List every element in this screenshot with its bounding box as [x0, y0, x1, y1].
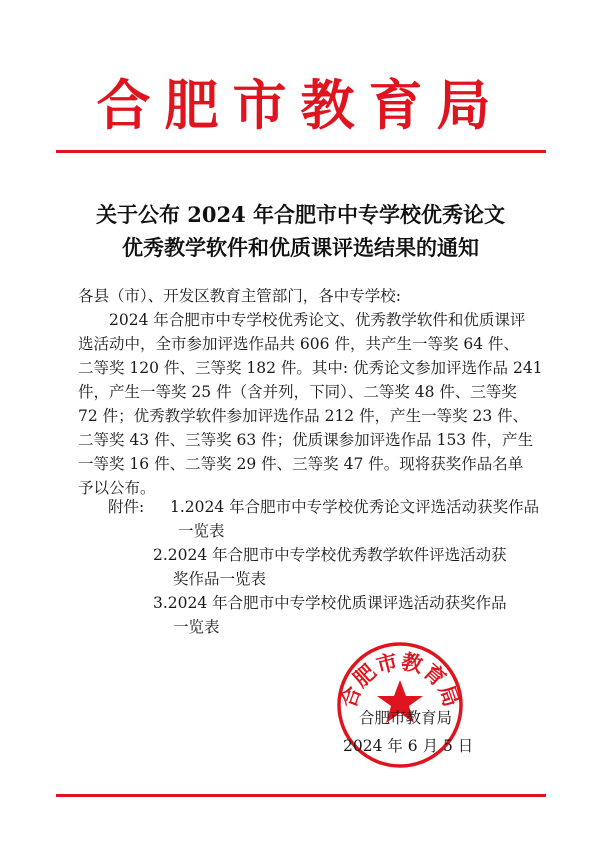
body-line: 件，产生一等奖 25 件（含并列，下同）、二等奖 48 件、三等奖	[78, 383, 517, 401]
attachment-item-3	[153, 591, 533, 639]
seal-text: 合肥市教育局	[336, 649, 464, 711]
footer-red-rule	[56, 794, 546, 797]
body-line: 一等奖 16 件、二等奖 29 件、三等奖 47 件。现将获奖作品名单	[78, 455, 524, 473]
body-line: 二等奖 43 件、三等奖 63 件；优质课参加评选作品 153 件，产生	[78, 431, 534, 449]
attachment-item-text: 一览表	[178, 522, 225, 540]
attachment-item-text: 1.2024 年合肥市中专学校优秀论文评选活动获奖作品	[170, 498, 540, 516]
signature-date: 2024 年 6 月 5 日	[343, 737, 474, 755]
issuing-authority-header: 合肥市教育局	[96, 73, 505, 137]
attachment-item-1	[170, 495, 550, 543]
attachment-item-text: 奖作品一览表	[173, 570, 267, 588]
body-line: 予以公布。	[78, 479, 156, 497]
header-red-rule	[56, 150, 546, 153]
document-title-line-1: 关于公布 2024 年合肥市中专学校优秀论文	[95, 202, 506, 227]
attachments-label: 附件:	[108, 498, 145, 516]
attachment-item-text: 2.2024 年合肥市中专学校优秀教学软件评选活动获	[153, 546, 507, 564]
document-title-line-2: 优秀教学软件和优质课评选结果的通知	[122, 235, 479, 260]
salutation: 各县（市）、开发区教育主管部门，各中专学校:	[78, 287, 401, 305]
body-line: 2024 年合肥市中专学校优秀论文、优秀教学软件和优质课评	[109, 311, 526, 329]
body-line: 二等奖 120 件、三等奖 182 件。其中: 优秀论文参加评选作品 241	[78, 359, 543, 377]
signature-organization: 合肥市教育局	[359, 709, 453, 727]
attachment-item-2	[153, 543, 533, 591]
body-line: 选活动中，全市参加评选作品共 606 件，共产生一等奖 64 件、	[78, 335, 520, 353]
document-title	[40, 198, 561, 264]
body-paragraph	[78, 308, 543, 500]
body-line: 72 件；优秀教学软件参加评选作品 212 件，产生一等奖 23 件、	[78, 407, 529, 425]
attachment-item-text: 一览表	[173, 618, 220, 636]
attachment-item-text: 3.2024 年合肥市中专学校优质课评选活动获奖作品	[153, 594, 507, 612]
